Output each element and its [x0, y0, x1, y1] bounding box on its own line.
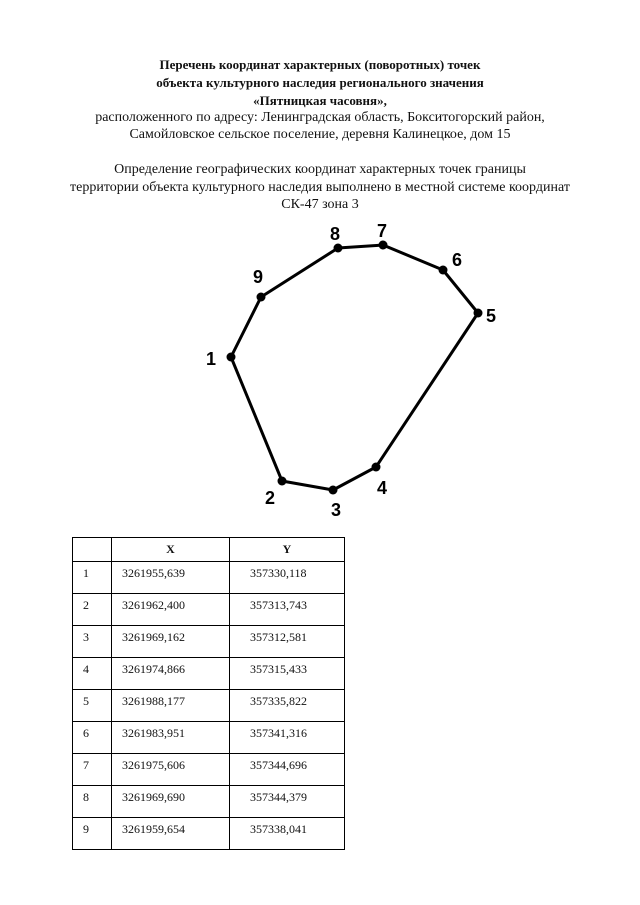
title-line-1: Перечень координат характерных (поворотных) точек — [159, 57, 481, 72]
point-label-5: 5 — [486, 306, 497, 326]
table-row — [73, 594, 345, 626]
description-line-1: Определение географических координат характерных точек границы — [114, 162, 526, 177]
y-coordinate-cell: 357344,379 — [230, 786, 345, 818]
table-row — [73, 658, 345, 690]
point-label-6: 6 — [452, 250, 463, 270]
table-row — [73, 754, 345, 786]
coordinates-table-body — [73, 562, 345, 850]
description-line-2: территории объекта культурного наследия выполнено в местной системе координат — [70, 180, 570, 195]
boundary-point-6 — [439, 266, 448, 275]
row-number-cell: 4 — [73, 658, 112, 690]
table-row — [73, 786, 345, 818]
description-line-3: СК-47 зона 3 — [281, 197, 359, 212]
row-number-cell: 7 — [73, 754, 112, 786]
y-coordinate-cell: 357315,433 — [230, 658, 345, 690]
x-coordinate-cell: 3261975,606 — [112, 754, 230, 786]
x-coordinate-cell: 3261962,400 — [112, 594, 230, 626]
row-number-cell: 1 — [73, 562, 112, 594]
y-coordinate-cell: 357341,316 — [230, 722, 345, 754]
point-label-9: 9 — [253, 267, 264, 287]
row-number-cell: 5 — [73, 690, 112, 722]
point-label-1: 1 — [206, 349, 217, 369]
row-number-cell: 2 — [73, 594, 112, 626]
title-line-2: объекта культурного наследия регионального значения — [156, 75, 484, 90]
header-cell-y: Y — [230, 538, 345, 562]
boundary-point-5 — [474, 309, 483, 318]
row-number-cell: 6 — [73, 722, 112, 754]
point-label-3: 3 — [331, 500, 342, 520]
row-number-cell: 3 — [73, 626, 112, 658]
x-coordinate-cell: 3261974,866 — [112, 658, 230, 690]
boundary-point-9 — [257, 293, 266, 302]
boundary-polygon — [231, 245, 478, 490]
row-number-cell: 8 — [73, 786, 112, 818]
y-coordinate-cell: 357330,118 — [230, 562, 345, 594]
boundary-point-3 — [329, 486, 338, 495]
x-coordinate-cell: 3261969,162 — [112, 626, 230, 658]
address-line-2: Самойловское сельское поселение, деревня Калинецкое, дом 15 — [129, 127, 511, 142]
table-row — [73, 722, 345, 754]
boundary-point-2 — [278, 477, 287, 486]
boundary-point-7 — [379, 241, 388, 250]
x-coordinate-cell: 3261983,951 — [112, 722, 230, 754]
boundary-point-8 — [334, 244, 343, 253]
address-line-1: расположенного по адресу: Ленинградская область, Бокситогорский район, — [95, 110, 545, 125]
point-label-4: 4 — [377, 478, 388, 498]
table-header-row — [73, 538, 345, 562]
x-coordinate-cell: 3261988,177 — [112, 690, 230, 722]
y-coordinate-cell: 357313,743 — [230, 594, 345, 626]
x-coordinate-cell: 3261969,690 — [112, 786, 230, 818]
table-row — [73, 626, 345, 658]
point-label-8: 8 — [330, 224, 341, 244]
table-row — [73, 818, 345, 850]
header-cell-number — [73, 538, 112, 562]
boundary-point-1 — [227, 353, 236, 362]
header-cell-x: X — [112, 538, 230, 562]
boundary-point-4 — [372, 463, 381, 472]
table-row — [73, 690, 345, 722]
point-label-7: 7 — [377, 221, 388, 241]
boundary-points — [206, 221, 496, 520]
y-coordinate-cell: 357312,581 — [230, 626, 345, 658]
x-coordinate-cell: 3261959,654 — [112, 818, 230, 850]
y-coordinate-cell: 357344,696 — [230, 754, 345, 786]
row-number-cell: 9 — [73, 818, 112, 850]
coordinates-table — [72, 537, 345, 850]
x-coordinate-cell: 3261955,639 — [112, 562, 230, 594]
table-row — [73, 562, 345, 594]
title-line-3: «Пятницкая часовня», — [253, 93, 387, 108]
y-coordinate-cell: 357335,822 — [230, 690, 345, 722]
y-coordinate-cell: 357338,041 — [230, 818, 345, 850]
point-label-2: 2 — [265, 488, 276, 508]
